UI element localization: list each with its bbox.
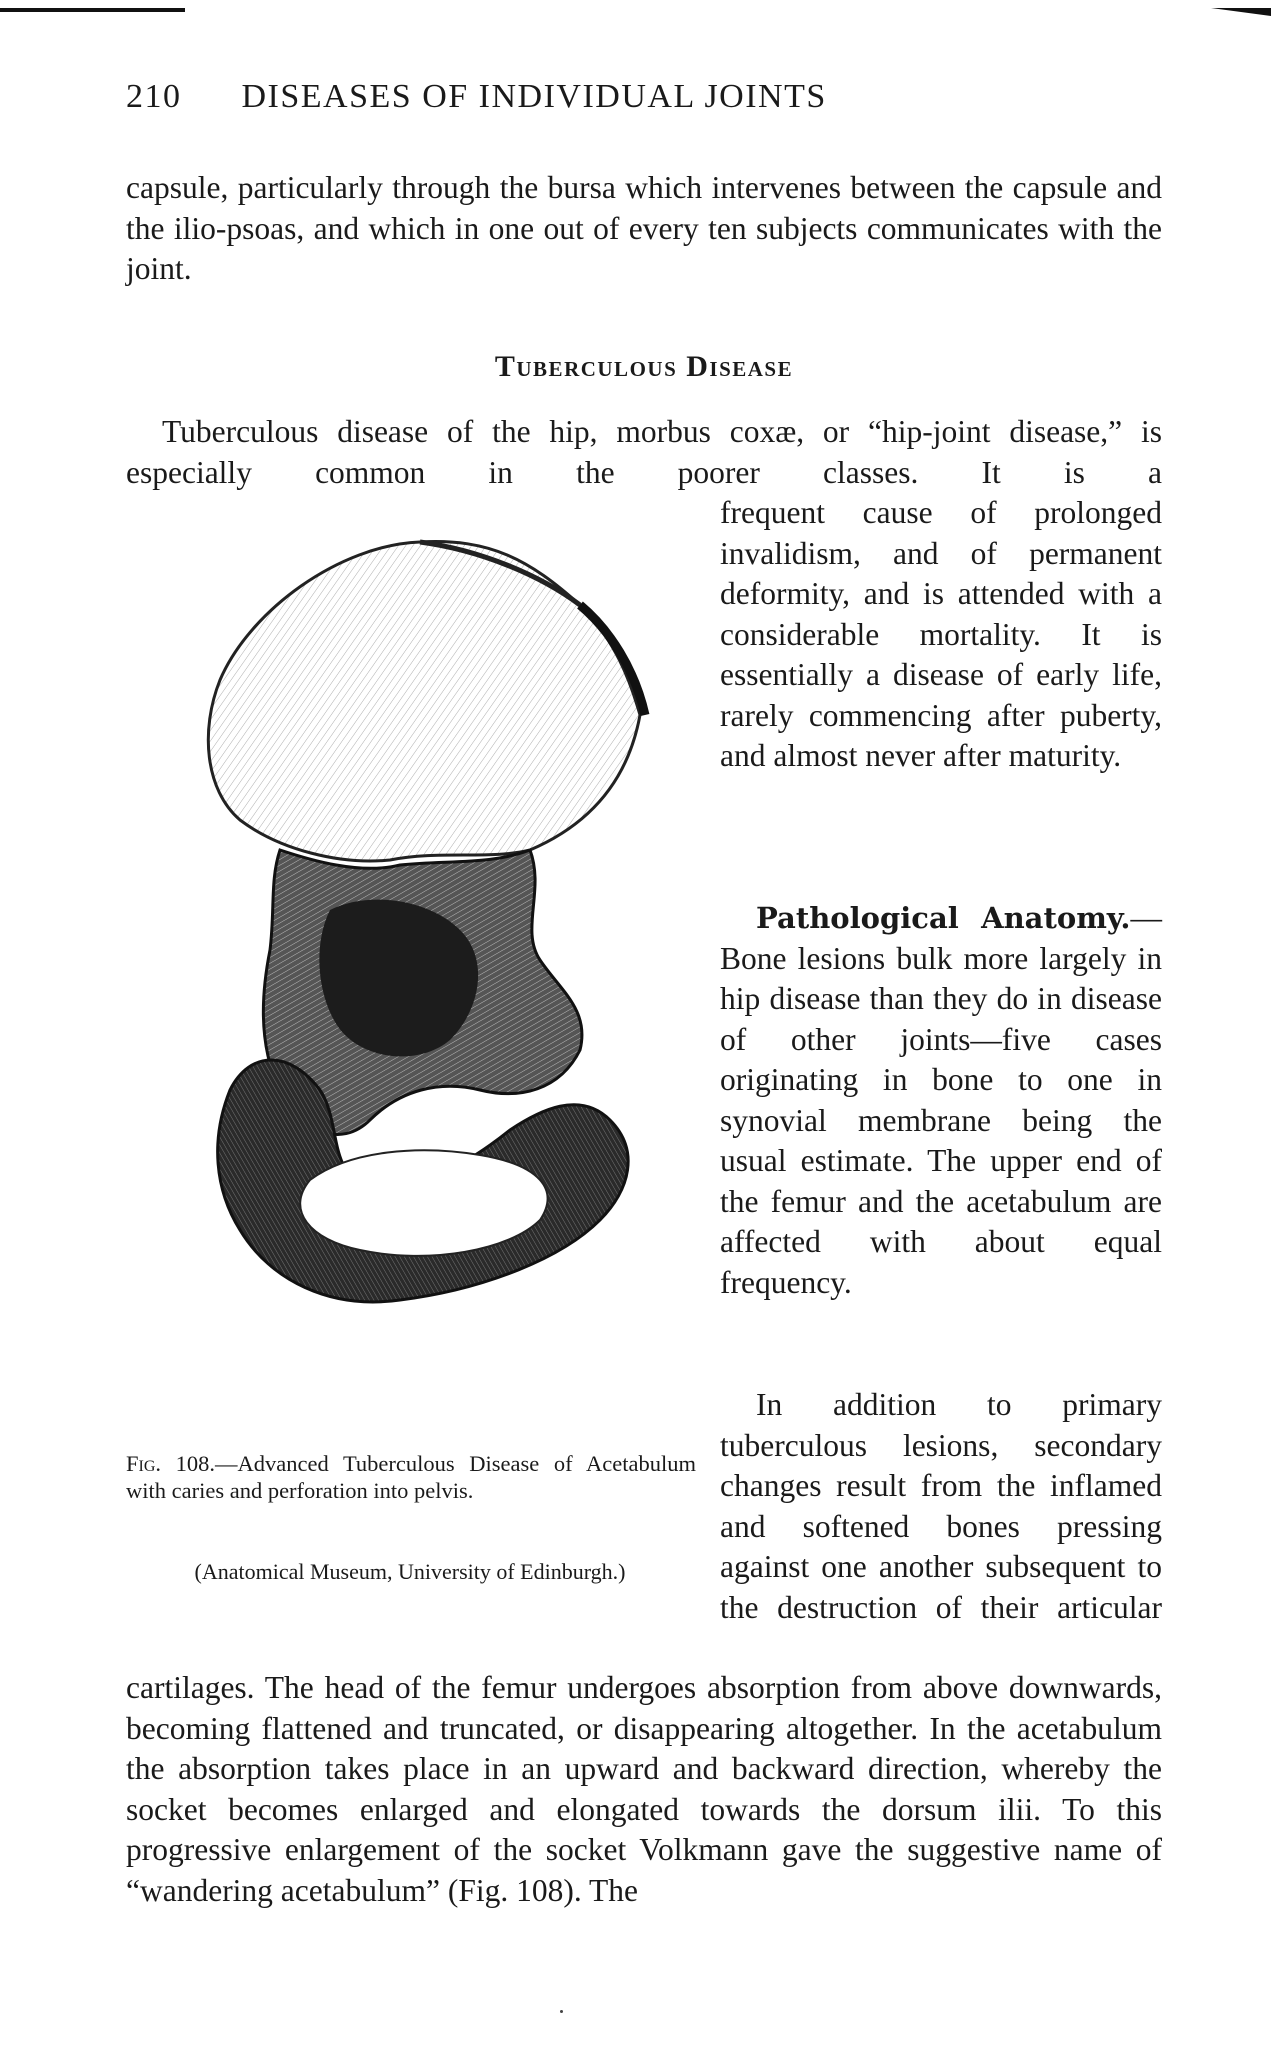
acetabulum-engraving-figure [160, 530, 700, 1430]
section-heading-pathological-anatomy: Pathological Anatomy. [756, 901, 1131, 935]
paragraph-3-right: In addition to primary tuberculous lesions, secondary changes result from the inflamed and softened bones pressing against one another subsequent to the destruction of their articular [720, 1387, 1162, 1625]
paragraph-2: Pathological Anatomy.—Bone lesions bulk more largely in hip disease than they do in disease of other joints—five cases originating in bone to one in synovial membrane being the usual estimate. The upper end of the femur and the acetabulum are affected with about equal frequency. [720, 900, 1162, 1300]
figure-source: (Anatomical Museum, University of Edinburgh.) [194, 1559, 626, 1584]
intro-paragraph: capsule, particularly through the bursa which intervenes between the capsule and the ilio-psoas, and which in one out of every ten subjects communicates with the joint. [126, 170, 1162, 286]
section-title: Tuberculous Disease [494, 350, 794, 383]
running-header [126, 78, 1176, 116]
page-number: 210 [126, 78, 182, 115]
figure-label: Fig. 108. [126, 1451, 216, 1476]
paragraph-3-full: cartilages. The head of the femur undergoes absorption from above downwards, becoming flattened and truncated, or disappearing altogether. In the acetabulum the absorption takes place in an upward and backward direction, whereby the socket becomes enlarged and elongated towards the dorsum ilii. To this progressive enlargement of the socket Volkmann gave the suggestive name of “wandering acetabulum” (Fig. 108). The [126, 1670, 1162, 1908]
paragraph-1-right: frequent cause of prolonged invalidism, and of permanent deformity, and is attended with a considerable mortality. It is essentially a disease of early life, rarely commencing after puberty, and almost never after maturity. [720, 495, 1162, 773]
running-title: DISEASES OF INDIVIDUAL JOINTS [241, 78, 827, 115]
top-rule-right [1211, 8, 1271, 16]
paragraph-1-top: Tuberculous disease of the hip, morbus coxæ, or “hip-joint disease,” is especially common in the poorer classes. It is a [126, 414, 1162, 490]
top-rule-left [0, 8, 185, 12]
print-speck [560, 2010, 563, 2013]
figure-caption: Fig. 108.—Advanced Tuberculous Disease of Acetabulum with caries and perforation into pelvis. [126, 1451, 696, 1503]
